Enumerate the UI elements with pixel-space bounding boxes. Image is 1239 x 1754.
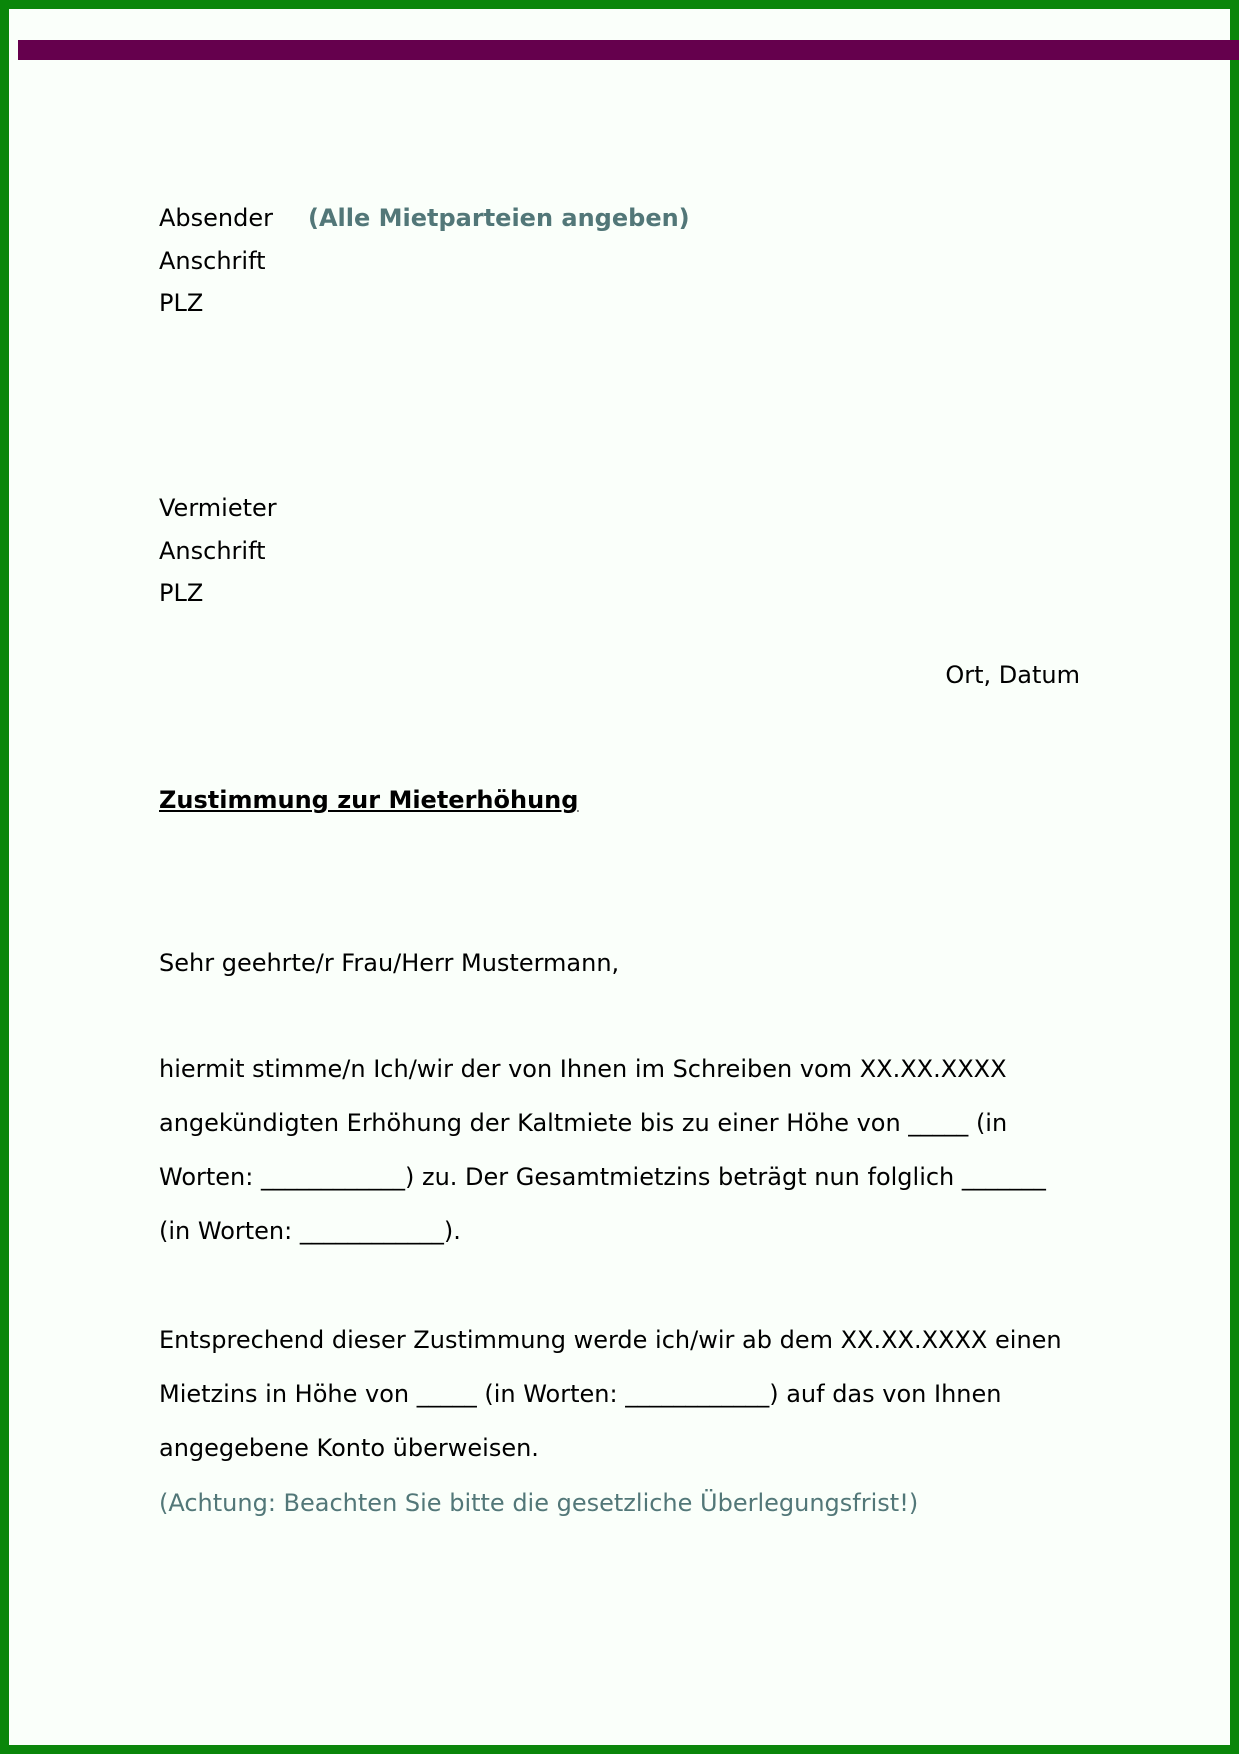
salutation: Sehr geehrte/r Frau/Herr Mustermann, [159, 949, 620, 977]
sender-address: Anschrift [159, 247, 266, 275]
paragraph-consent [159, 1042, 1099, 1258]
paragraph-line: (in Worten: ____________). [159, 1217, 461, 1245]
landlord-label: Vermieter [159, 494, 277, 522]
subject-heading: Zustimmung zur Mieterhöhung [159, 786, 579, 814]
paragraph-line: hiermit stimme/n Ich/wir der von Ihnen im Schreiben vom XX.XX.XXXX [159, 1055, 1007, 1083]
paragraph-line: angegebene Konto überweisen. [159, 1434, 539, 1462]
sender-note: (Alle Mietparteien angeben) [308, 204, 690, 232]
place-date: Ort, Datum [945, 661, 1080, 689]
paragraph-line: Worten: ____________) zu. Der Gesamtmietzins beträgt nun folglich _______ [159, 1163, 1046, 1191]
paragraph-line: Entsprechend dieser Zustimmung werde ich/wir ab dem XX.XX.XXXX einen [159, 1326, 1062, 1354]
warning-note: (Achtung: Beachten Sie bitte die gesetzliche Überlegungsfrist!) [159, 1489, 919, 1517]
landlord-zip: PLZ [159, 579, 204, 607]
sender-zip: PLZ [159, 289, 204, 317]
paragraph-line: Mietzins in Höhe von _____ (in Worten: ____________) auf das von Ihnen [159, 1380, 1002, 1408]
header-band [18, 40, 1239, 60]
paragraph-line: angekündigten Erhöhung der Kaltmiete bis zu einer Höhe von _____ (in [159, 1109, 1008, 1137]
sender-label [159, 203, 273, 233]
landlord-address: Anschrift [159, 537, 266, 565]
paragraph-payment [159, 1313, 1099, 1475]
sender-label-text: Absender [159, 204, 273, 232]
